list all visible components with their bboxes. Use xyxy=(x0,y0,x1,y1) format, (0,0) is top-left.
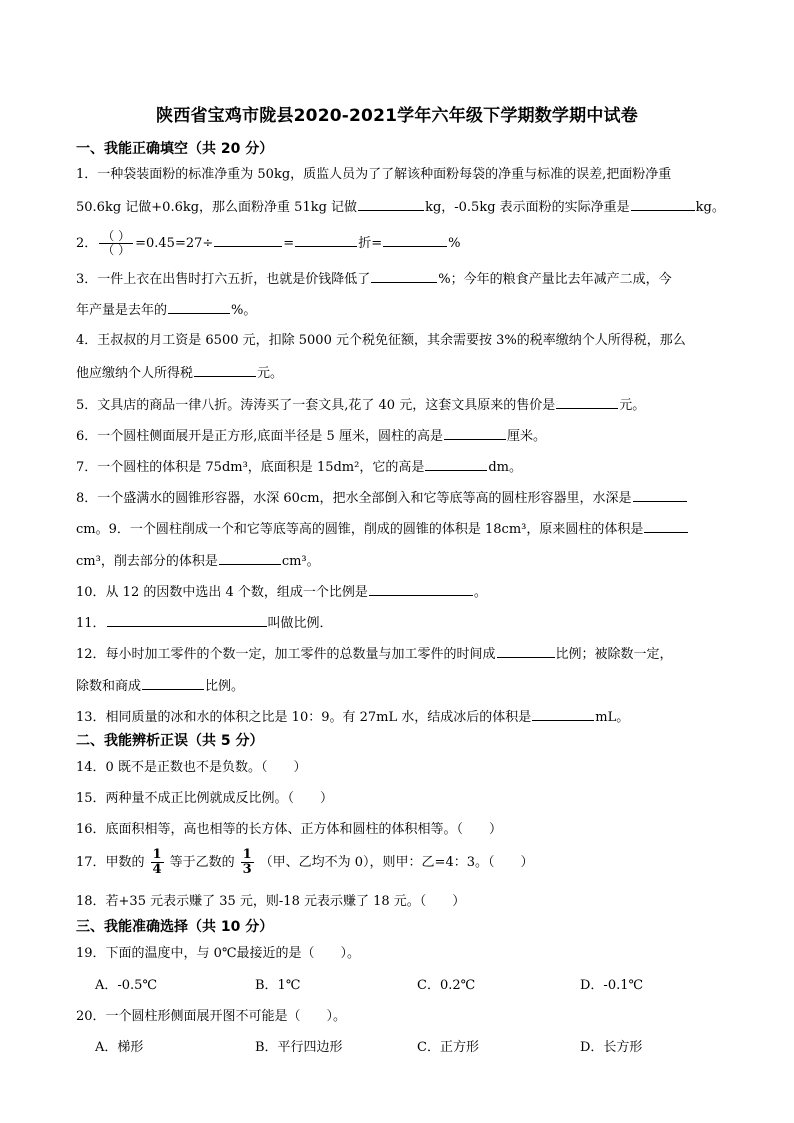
text: =0.45=27÷ xyxy=(135,236,214,251)
text: 除数和商成 xyxy=(76,679,142,694)
question-12-line-1 xyxy=(76,643,673,665)
question-11 xyxy=(76,612,333,634)
answer-blank xyxy=(168,299,230,314)
answer-blank xyxy=(107,612,267,627)
option-a[interactable]: A．-0.5℃ xyxy=(95,978,157,993)
fraction-denominator: 4 xyxy=(152,862,162,877)
text: % xyxy=(448,236,461,251)
option-c[interactable]: C．0.2℃ xyxy=(417,978,476,993)
text: 10．从 12 的因数中选出 4 个数，组成一个比例是 xyxy=(76,585,368,600)
text: 折= xyxy=(358,236,383,251)
text: 元。 xyxy=(619,398,646,413)
text: 50.6kg 记做+0.6kg，那么面粉净重 51kg 记做 xyxy=(76,200,358,215)
question-4-line-2 xyxy=(76,362,283,384)
text: （甲、乙均不为 0），则甲：乙=4：3。（ ） xyxy=(259,855,534,870)
question-4-line-1: 4．王叔叔的月工资是 6500 元，扣除 5000 元个税免征额，其余需要按 3%的税率缴纳个人所得税，那么 xyxy=(76,333,686,348)
text: 叫做比例． xyxy=(267,616,333,631)
answer-blank xyxy=(556,394,618,409)
text: dm。 xyxy=(488,460,522,475)
answer-blank xyxy=(497,643,555,658)
question-10 xyxy=(76,581,487,603)
text: cm³，削去部分的体积是 xyxy=(76,554,218,569)
question-9-line-2 xyxy=(76,550,320,572)
text: 5．文具店的商品一律八折。涛涛买了一套文具,花了 40 元，这套文具原来的售价是 xyxy=(76,398,556,413)
answer-blank xyxy=(631,196,695,211)
answer-blank xyxy=(295,232,357,247)
question-3-line-1 xyxy=(76,268,672,290)
text: 元。 xyxy=(257,366,284,381)
question-1-line-2 xyxy=(76,196,725,218)
fraction-one-third xyxy=(241,848,254,877)
question-17 xyxy=(76,846,534,880)
option-c[interactable]: C．正方形 xyxy=(417,1040,479,1055)
answer-blank xyxy=(371,268,437,283)
answer-blank xyxy=(358,196,424,211)
page-title: 陕西省宝鸡市陇县2020-2021学年六年级下学期数学期中试卷 xyxy=(156,106,638,126)
option-d[interactable]: D．长方形 xyxy=(580,1040,643,1055)
question-8-line-1 xyxy=(76,487,688,509)
question-14: 14．0 既不是正数也不是负数。（ ） xyxy=(76,760,307,775)
question-12-line-2 xyxy=(76,675,244,697)
option-a[interactable]: A．梯形 xyxy=(95,1040,144,1055)
option-b[interactable]: B．平行四边形 xyxy=(255,1040,343,1055)
text: 年产量是去年的 xyxy=(76,303,168,318)
fraction-numerator: 1 xyxy=(152,847,162,862)
text: 。 xyxy=(473,585,487,600)
answer-blank xyxy=(444,425,506,440)
text: kg，-0.5kg 表示面粉的实际净重是 xyxy=(425,200,630,215)
question-13 xyxy=(76,706,629,728)
section-heading-fill-in: 一、我能正确填空（共 20 分） xyxy=(76,141,274,157)
answer-blank xyxy=(383,232,447,247)
question-2 xyxy=(76,230,460,257)
text: 等于乙数的 xyxy=(169,855,235,870)
text: 13．相同质量的冰和水的体积之比是 10：9。有 27mL 水，结成冰后的体积是 xyxy=(76,710,532,725)
question-20: 20．一个圆柱形侧面展开图不可能是（ ）。 xyxy=(76,1009,347,1024)
question-19: 19．下面的温度中，与 0℃最接近的是（ ）。 xyxy=(76,946,360,961)
fraction-denominator: 3 xyxy=(242,862,252,877)
text: cm。9．一个圆柱削成一个和它等底等高的圆锥，削成的圆锥的体积是 18cm³，原来圆柱的体积是 xyxy=(76,522,644,537)
question-3-line-2 xyxy=(76,299,256,321)
text: kg。 xyxy=(695,200,725,215)
text: cm³。 xyxy=(281,554,320,569)
fraction-numerator: 1 xyxy=(242,847,252,862)
question-8-9-line xyxy=(76,518,689,540)
text: 7．一个圆柱的体积是 75dm³，底面积是 15dm²，它的高是 xyxy=(76,460,425,475)
text: mL。 xyxy=(595,710,630,725)
text: %。 xyxy=(231,303,257,318)
fraction-numerator: （ ） xyxy=(99,230,133,244)
text: 12．每小时加工零件的个数一定，加工零件的总数量与加工零件的时间成 xyxy=(76,647,496,662)
text: 6．一个圆柱侧面展开是正方形,底面半径是 5 厘米，圆柱的高是 xyxy=(76,429,443,444)
text: 11． xyxy=(76,616,106,631)
question-16: 16．底面积相等，高也相等的长方体、正方体和圆柱的体积相等。（ ） xyxy=(76,822,503,837)
question-6 xyxy=(76,425,546,447)
question-7 xyxy=(76,456,522,478)
fraction-one-quarter xyxy=(151,848,164,877)
question-18: 18．若+35 元表示赚了 35 元，则-18 元表示赚了 18 元。（ ） xyxy=(76,894,466,909)
text: 比例。 xyxy=(205,679,245,694)
answer-blank xyxy=(214,232,282,247)
option-b[interactable]: B．1℃ xyxy=(255,978,301,993)
text: 8．一个盛满水的圆锥形容器，水深 60cm，把水全部倒入和它等底等高的圆柱形容器里，水深是 xyxy=(76,491,632,506)
text: 比例；被除数一定， xyxy=(555,647,673,662)
text: 厘米。 xyxy=(506,429,546,444)
question-15: 15．两种量不成正比例就成反比例。（ ） xyxy=(76,791,334,806)
text: 17．甲数的 xyxy=(76,855,145,870)
text: 2． xyxy=(76,236,98,251)
answer-blank xyxy=(425,456,487,471)
text: 他应缴纳个人所得税 xyxy=(76,366,194,381)
option-d[interactable]: D．-0.1℃ xyxy=(580,978,644,993)
question-5 xyxy=(76,394,645,416)
answer-blank xyxy=(532,706,594,721)
answer-blank xyxy=(644,518,688,533)
answer-blank xyxy=(369,581,473,596)
text: = xyxy=(283,236,295,251)
text: %；今年的粮食产量比去年减产二成，今 xyxy=(438,272,672,287)
text: 3．一件上衣在出售时打六五折，也就是价钱降低了 xyxy=(76,272,371,287)
blank-fraction xyxy=(99,230,133,257)
section-heading-true-false: 二、我能辨析正误（共 5 分） xyxy=(76,733,264,749)
question-1-line-1: 1．一种袋装面粉的标准净重为 50kg，质监人员为了了解该种面粉每袋的净重与标准的误差,把面粉净重 xyxy=(76,167,672,182)
fraction-denominator: （ ） xyxy=(102,243,131,257)
answer-blank xyxy=(142,675,204,690)
answer-blank xyxy=(194,362,256,377)
answer-blank xyxy=(633,487,687,502)
answer-blank xyxy=(219,550,281,565)
section-heading-multiple-choice: 三、我能准确选择（共 10 分） xyxy=(76,919,274,935)
